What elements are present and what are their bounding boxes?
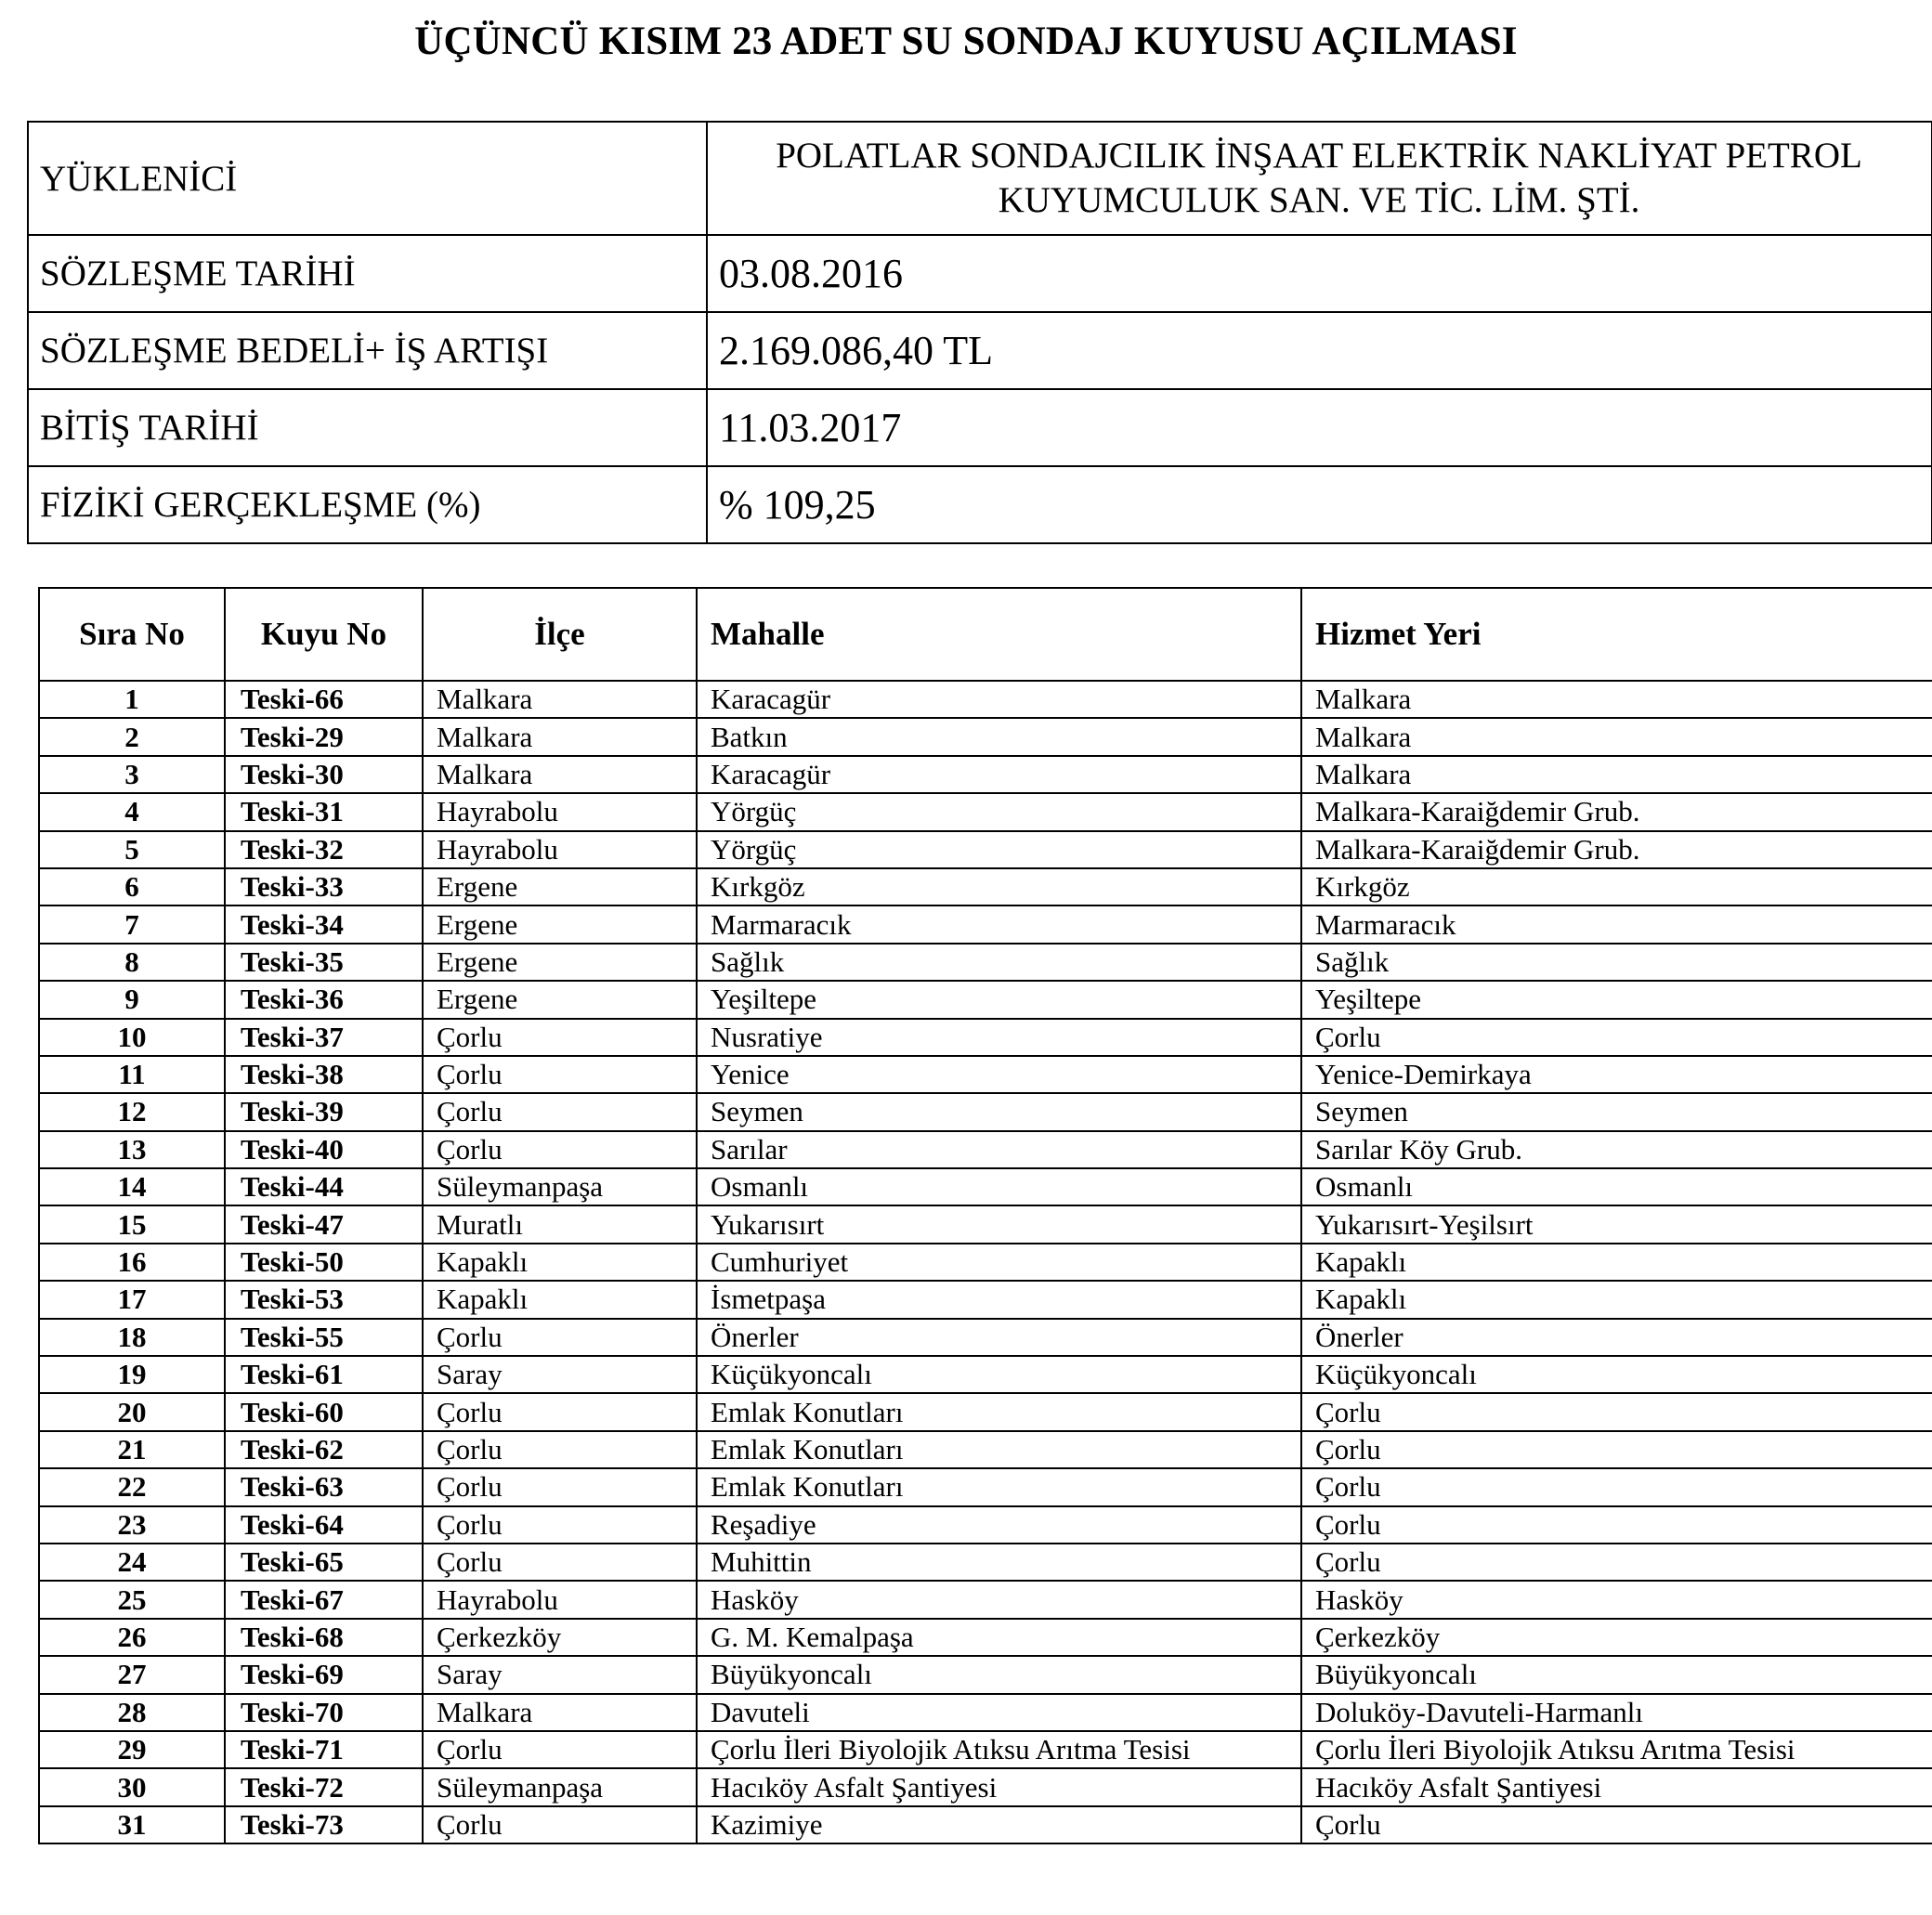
cell-kuyu-no: Teski-73 — [225, 1806, 423, 1843]
table-header-row — [39, 588, 1932, 681]
info-value: 2.169.086,40 TL — [707, 312, 1932, 389]
cell-ilce: Çorlu — [423, 1468, 697, 1505]
cell-hizmet-yeri: Sarılar Köy Grub. — [1301, 1131, 1932, 1168]
cell-sira-no: 29 — [39, 1731, 225, 1768]
cell-sira-no: 14 — [39, 1168, 225, 1205]
cell-kuyu-no: Teski-72 — [225, 1768, 423, 1805]
cell-hizmet-yeri: Yukarısırt-Yeşilsırt — [1301, 1205, 1932, 1243]
cell-mahalle: Yukarısırt — [697, 1205, 1301, 1243]
cell-kuyu-no: Teski-60 — [225, 1393, 423, 1430]
cell-kuyu-no: Teski-62 — [225, 1431, 423, 1468]
cell-sira-no: 22 — [39, 1468, 225, 1505]
contract-info-table — [27, 121, 1932, 544]
cell-sira-no: 3 — [39, 756, 225, 793]
table-row — [39, 981, 1932, 1018]
cell-hizmet-yeri: Çorlu — [1301, 1431, 1932, 1468]
cell-sira-no: 26 — [39, 1619, 225, 1656]
cell-kuyu-no: Teski-50 — [225, 1244, 423, 1281]
cell-mahalle: Önerler — [697, 1319, 1301, 1356]
cell-mahalle: Hasköy — [697, 1581, 1301, 1618]
cell-mahalle: Büyükyoncalı — [697, 1656, 1301, 1693]
contractor-name-line2: KUYUMCULUK SAN. VE TİC. LİM. ŞTİ. — [998, 180, 1640, 220]
cell-kuyu-no: Teski-38 — [225, 1056, 423, 1093]
table-row — [39, 1319, 1932, 1356]
cell-hizmet-yeri: Çorlu — [1301, 1544, 1932, 1581]
table-row — [39, 1768, 1932, 1805]
cell-mahalle: Emlak Konutları — [697, 1431, 1301, 1468]
cell-mahalle: Reşadiye — [697, 1506, 1301, 1544]
cell-hizmet-yeri: Malkara — [1301, 756, 1932, 793]
cell-mahalle: Karacagür — [697, 681, 1301, 718]
page-title: ÜÇÜNCÜ KISIM 23 ADET SU SONDAJ KUYUSU AÇILMASI — [414, 20, 1518, 63]
cell-kuyu-no: Teski-47 — [225, 1205, 423, 1243]
info-value: % 109,25 — [707, 466, 1932, 543]
cell-mahalle: Sarılar — [697, 1131, 1301, 1168]
cell-sira-no: 15 — [39, 1205, 225, 1243]
cell-hizmet-yeri: Sağlık — [1301, 944, 1932, 981]
cell-ilce: Hayrabolu — [423, 831, 697, 868]
cell-sira-no: 5 — [39, 831, 225, 868]
table-row — [39, 905, 1932, 943]
cell-ilce: Ergene — [423, 944, 697, 981]
cell-kuyu-no: Teski-64 — [225, 1506, 423, 1544]
cell-ilce: Kapaklı — [423, 1244, 697, 1281]
cell-kuyu-no: Teski-68 — [225, 1619, 423, 1656]
cell-mahalle: Yeşiltepe — [697, 981, 1301, 1018]
cell-hizmet-yeri: Küçükyoncalı — [1301, 1356, 1932, 1393]
cell-sira-no: 24 — [39, 1544, 225, 1581]
table-row — [39, 1544, 1932, 1581]
info-value: 11.03.2017 — [707, 389, 1932, 466]
cell-ilce: Hayrabolu — [423, 793, 697, 830]
cell-sira-no: 30 — [39, 1768, 225, 1805]
header-sira-no: Sıra No — [39, 588, 225, 681]
cell-ilce: Ergene — [423, 981, 697, 1018]
table-row — [39, 1506, 1932, 1544]
cell-ilce: Kapaklı — [423, 1281, 697, 1318]
cell-kuyu-no: Teski-66 — [225, 681, 423, 718]
wells-table — [38, 587, 1932, 1844]
cell-mahalle: Yörgüç — [697, 793, 1301, 830]
cell-kuyu-no: Teski-44 — [225, 1168, 423, 1205]
table-row — [39, 1131, 1932, 1168]
table-row — [39, 1393, 1932, 1430]
table-row — [39, 793, 1932, 830]
cell-sira-no: 19 — [39, 1356, 225, 1393]
cell-hizmet-yeri: Kırkgöz — [1301, 868, 1932, 905]
cell-hizmet-yeri: Çerkezköy — [1301, 1619, 1932, 1656]
cell-mahalle: İsmetpaşa — [697, 1281, 1301, 1318]
cell-sira-no: 20 — [39, 1393, 225, 1430]
info-value — [707, 122, 1932, 235]
cell-hizmet-yeri: Çorlu İleri Biyolojik Atıksu Arıtma Tesisi — [1301, 1731, 1932, 1768]
info-label: FİZİKİ GERÇEKLEŞME (%) — [28, 466, 707, 543]
table-row — [39, 1205, 1932, 1243]
table-row — [39, 681, 1932, 718]
table-row — [39, 1056, 1932, 1093]
cell-mahalle: Cumhuriyet — [697, 1244, 1301, 1281]
cell-ilce: Süleymanpaşa — [423, 1768, 697, 1805]
cell-ilce: Malkara — [423, 1694, 697, 1731]
info-label: SÖZLEŞME BEDELİ+ İŞ ARTIŞI — [28, 312, 707, 389]
cell-ilce: Saray — [423, 1656, 697, 1693]
cell-mahalle: Yörgüç — [697, 831, 1301, 868]
info-row-contractor — [28, 122, 1932, 235]
cell-ilce: Çorlu — [423, 1544, 697, 1581]
cell-ilce: Ergene — [423, 905, 697, 943]
cell-hizmet-yeri: Seymen — [1301, 1093, 1932, 1130]
cell-kuyu-no: Teski-29 — [225, 718, 423, 755]
cell-kuyu-no: Teski-67 — [225, 1581, 423, 1618]
table-row — [39, 1694, 1932, 1731]
cell-ilce: Malkara — [423, 756, 697, 793]
table-row — [39, 944, 1932, 981]
cell-mahalle: Sağlık — [697, 944, 1301, 981]
cell-mahalle: Nusratiye — [697, 1019, 1301, 1056]
cell-hizmet-yeri: Yeşiltepe — [1301, 981, 1932, 1018]
info-label: YÜKLENİCİ — [28, 122, 707, 235]
cell-kuyu-no: Teski-63 — [225, 1468, 423, 1505]
cell-mahalle: Küçükyoncalı — [697, 1356, 1301, 1393]
cell-ilce: Malkara — [423, 681, 697, 718]
cell-mahalle: Emlak Konutları — [697, 1393, 1301, 1430]
cell-hizmet-yeri: Doluköy-Davuteli-Harmanlı — [1301, 1694, 1932, 1731]
cell-ilce: Çerkezköy — [423, 1619, 697, 1656]
cell-mahalle: Batkın — [697, 718, 1301, 755]
cell-kuyu-no: Teski-36 — [225, 981, 423, 1018]
cell-sira-no: 1 — [39, 681, 225, 718]
info-row-contract-date — [28, 235, 1932, 312]
cell-sira-no: 23 — [39, 1506, 225, 1544]
cell-kuyu-no: Teski-33 — [225, 868, 423, 905]
cell-hizmet-yeri: Hacıköy Asfalt Şantiyesi — [1301, 1768, 1932, 1805]
cell-hizmet-yeri: Çorlu — [1301, 1506, 1932, 1544]
cell-ilce: Çorlu — [423, 1056, 697, 1093]
cell-ilce: Çorlu — [423, 1731, 697, 1768]
cell-kuyu-no: Teski-70 — [225, 1694, 423, 1731]
cell-ilce: Çorlu — [423, 1019, 697, 1056]
cell-kuyu-no: Teski-71 — [225, 1731, 423, 1768]
info-row-physical-progress — [28, 466, 1932, 543]
table-row — [39, 1581, 1932, 1618]
cell-sira-no: 13 — [39, 1131, 225, 1168]
table-row — [39, 1356, 1932, 1393]
cell-kuyu-no: Teski-34 — [225, 905, 423, 943]
cell-sira-no: 17 — [39, 1281, 225, 1318]
info-row-contract-amount — [28, 312, 1932, 389]
cell-kuyu-no: Teski-37 — [225, 1019, 423, 1056]
cell-ilce: Çorlu — [423, 1393, 697, 1430]
cell-hizmet-yeri: Malkara — [1301, 681, 1932, 718]
header-hizmet-yeri: Hizmet Yeri — [1301, 588, 1932, 681]
cell-sira-no: 16 — [39, 1244, 225, 1281]
cell-ilce: Süleymanpaşa — [423, 1168, 697, 1205]
cell-kuyu-no: Teski-55 — [225, 1319, 423, 1356]
cell-mahalle: Çorlu İleri Biyolojik Atıksu Arıtma Tesisi — [697, 1731, 1301, 1768]
cell-mahalle: Kırkgöz — [697, 868, 1301, 905]
cell-hizmet-yeri: Kapaklı — [1301, 1244, 1932, 1281]
cell-ilce: Çorlu — [423, 1131, 697, 1168]
cell-mahalle: G. M. Kemalpaşa — [697, 1619, 1301, 1656]
info-label: BİTİŞ TARİHİ — [28, 389, 707, 466]
cell-kuyu-no: Teski-39 — [225, 1093, 423, 1130]
cell-ilce: Saray — [423, 1356, 697, 1393]
cell-sira-no: 27 — [39, 1656, 225, 1693]
cell-kuyu-no: Teski-35 — [225, 944, 423, 981]
cell-ilce: Hayrabolu — [423, 1581, 697, 1618]
cell-kuyu-no: Teski-61 — [225, 1356, 423, 1393]
cell-ilce: Ergene — [423, 868, 697, 905]
table-row — [39, 1468, 1932, 1505]
cell-mahalle: Muhittin — [697, 1544, 1301, 1581]
table-row — [39, 756, 1932, 793]
cell-sira-no: 18 — [39, 1319, 225, 1356]
cell-hizmet-yeri: Çorlu — [1301, 1393, 1932, 1430]
cell-hizmet-yeri: Osmanlı — [1301, 1168, 1932, 1205]
cell-ilce: Çorlu — [423, 1806, 697, 1843]
cell-sira-no: 12 — [39, 1093, 225, 1130]
cell-hizmet-yeri: Önerler — [1301, 1319, 1932, 1356]
cell-sira-no: 9 — [39, 981, 225, 1018]
table-row — [39, 1093, 1932, 1130]
cell-kuyu-no: Teski-30 — [225, 756, 423, 793]
cell-kuyu-no: Teski-31 — [225, 793, 423, 830]
cell-ilce: Çorlu — [423, 1093, 697, 1130]
header-mahalle: Mahalle — [697, 588, 1301, 681]
cell-sira-no: 28 — [39, 1694, 225, 1731]
cell-hizmet-yeri: Çorlu — [1301, 1019, 1932, 1056]
header-ilce: İlçe — [423, 588, 697, 681]
header-kuyu-no: Kuyu No — [225, 588, 423, 681]
cell-hizmet-yeri: Çorlu — [1301, 1806, 1932, 1843]
cell-sira-no: 4 — [39, 793, 225, 830]
cell-kuyu-no: Teski-69 — [225, 1656, 423, 1693]
table-row — [39, 868, 1932, 905]
cell-hizmet-yeri: Malkara-Karaiğdemir Grub. — [1301, 831, 1932, 868]
cell-hizmet-yeri: Hasköy — [1301, 1581, 1932, 1618]
table-row — [39, 718, 1932, 755]
cell-sira-no: 8 — [39, 944, 225, 981]
cell-mahalle: Seymen — [697, 1093, 1301, 1130]
cell-mahalle: Osmanlı — [697, 1168, 1301, 1205]
cell-mahalle: Davuteli — [697, 1694, 1301, 1731]
cell-ilce: Çorlu — [423, 1431, 697, 1468]
cell-ilce: Çorlu — [423, 1319, 697, 1356]
cell-ilce: Muratlı — [423, 1205, 697, 1243]
cell-sira-no: 10 — [39, 1019, 225, 1056]
table-row — [39, 1619, 1932, 1656]
table-row — [39, 1431, 1932, 1468]
cell-sira-no: 2 — [39, 718, 225, 755]
table-row — [39, 1656, 1932, 1693]
cell-ilce: Malkara — [423, 718, 697, 755]
info-label: SÖZLEŞME TARİHİ — [28, 235, 707, 312]
cell-kuyu-no: Teski-53 — [225, 1281, 423, 1318]
table-row — [39, 1731, 1932, 1768]
cell-hizmet-yeri: Kapaklı — [1301, 1281, 1932, 1318]
cell-hizmet-yeri: Marmaracık — [1301, 905, 1932, 943]
info-row-end-date — [28, 389, 1932, 466]
cell-kuyu-no: Teski-65 — [225, 1544, 423, 1581]
table-row — [39, 1168, 1932, 1205]
cell-mahalle: Emlak Konutları — [697, 1468, 1301, 1505]
cell-sira-no: 7 — [39, 905, 225, 943]
cell-hizmet-yeri: Malkara — [1301, 718, 1932, 755]
info-value: 03.08.2016 — [707, 235, 1932, 312]
cell-mahalle: Yenice — [697, 1056, 1301, 1093]
table-row — [39, 1806, 1932, 1843]
cell-sira-no: 6 — [39, 868, 225, 905]
cell-mahalle: Hacıköy Asfalt Şantiyesi — [697, 1768, 1301, 1805]
cell-ilce: Çorlu — [423, 1506, 697, 1544]
cell-hizmet-yeri: Malkara-Karaiğdemir Grub. — [1301, 793, 1932, 830]
cell-mahalle: Karacagür — [697, 756, 1301, 793]
cell-hizmet-yeri: Yenice-Demirkaya — [1301, 1056, 1932, 1093]
cell-sira-no: 31 — [39, 1806, 225, 1843]
cell-mahalle: Kazimiye — [697, 1806, 1301, 1843]
cell-hizmet-yeri: Çorlu — [1301, 1468, 1932, 1505]
cell-kuyu-no: Teski-32 — [225, 831, 423, 868]
table-row — [39, 1244, 1932, 1281]
cell-sira-no: 11 — [39, 1056, 225, 1093]
table-row — [39, 1019, 1932, 1056]
contractor-name-line1: POLATLAR SONDAJCILIK İNŞAAT ELEKTRİK NAKLİYAT PETROL — [776, 136, 1862, 176]
cell-mahalle: Marmaracık — [697, 905, 1301, 943]
cell-sira-no: 21 — [39, 1431, 225, 1468]
cell-sira-no: 25 — [39, 1581, 225, 1618]
cell-hizmet-yeri: Büyükyoncalı — [1301, 1656, 1932, 1693]
cell-kuyu-no: Teski-40 — [225, 1131, 423, 1168]
table-row — [39, 831, 1932, 868]
table-row — [39, 1281, 1932, 1318]
